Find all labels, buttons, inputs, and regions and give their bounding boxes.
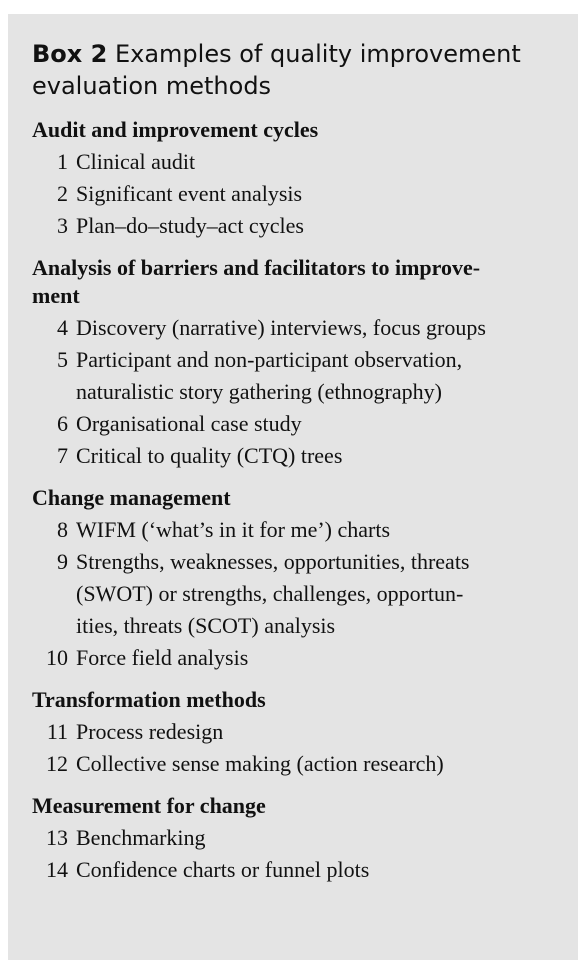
item-number: 14 bbox=[46, 857, 68, 882]
item-text: Confidence charts or funnel plots bbox=[76, 857, 370, 882]
box-title bbox=[32, 38, 558, 102]
item-text: Process redesign bbox=[76, 719, 224, 744]
list-item bbox=[32, 344, 558, 408]
item-text: Critical to quality (CTQ) trees bbox=[76, 443, 343, 468]
section-heading: Transformation methods bbox=[32, 687, 266, 712]
section bbox=[32, 116, 558, 242]
list-item bbox=[32, 854, 558, 886]
section-list bbox=[32, 116, 558, 886]
item-text: Clinical audit bbox=[76, 149, 196, 174]
item-number: 6 bbox=[57, 411, 68, 436]
box-2-panel bbox=[8, 14, 578, 960]
item-number: 12 bbox=[46, 751, 68, 776]
list-item bbox=[32, 408, 558, 440]
section bbox=[32, 484, 558, 674]
item-text: Force field analysis bbox=[76, 645, 249, 670]
box-title-text-line1: Examples of quality improvement bbox=[114, 40, 521, 68]
item-number: 8 bbox=[57, 517, 68, 542]
item-text: Participant and non-participant observation, naturalistic story gathering (ethnography) bbox=[76, 347, 463, 404]
list-item bbox=[32, 822, 558, 854]
list-item bbox=[32, 178, 558, 210]
item-number: 2 bbox=[57, 181, 68, 206]
item-text: Collective sense making (action research) bbox=[76, 751, 444, 776]
list-item bbox=[32, 146, 558, 178]
item-number: 4 bbox=[57, 315, 68, 340]
item-number: 13 bbox=[46, 825, 68, 850]
list-item bbox=[32, 716, 558, 748]
list-item bbox=[32, 642, 558, 674]
section bbox=[32, 792, 558, 886]
box-label: Box 2 bbox=[32, 40, 108, 68]
item-number: 11 bbox=[46, 719, 68, 744]
item-text: Significant event analysis bbox=[76, 181, 303, 206]
item-number: 7 bbox=[57, 443, 68, 468]
item-text: WIFM (‘what’s in it for me’) charts bbox=[76, 517, 391, 542]
section-heading: Measurement for change bbox=[32, 793, 266, 818]
list-item bbox=[32, 440, 558, 472]
item-text: Strengths, weaknesses, opportunities, threats (SWOT) or strengths, challenges, opportun- ities, threats (SCOT) analysis bbox=[76, 549, 470, 638]
item-text: Plan–do–study–act cycles bbox=[76, 213, 304, 238]
section bbox=[32, 254, 558, 472]
list-item bbox=[32, 312, 558, 344]
item-text: Benchmarking bbox=[76, 825, 206, 850]
section-heading: Audit and improvement cycles bbox=[32, 117, 319, 142]
list-item bbox=[32, 546, 558, 642]
item-text: Discovery (narrative) interviews, focus groups bbox=[76, 315, 486, 340]
item-number: 3 bbox=[57, 213, 68, 238]
box-title-text-line2: evaluation methods bbox=[32, 72, 272, 100]
item-number: 9 bbox=[57, 549, 68, 574]
list-item bbox=[32, 748, 558, 780]
section bbox=[32, 686, 558, 780]
item-text: Organisational case study bbox=[76, 411, 302, 436]
list-item bbox=[32, 210, 558, 242]
list-item bbox=[32, 514, 558, 546]
item-number: 1 bbox=[57, 149, 68, 174]
section-heading: Analysis of barriers and facilitators to improve- ment bbox=[32, 255, 481, 308]
item-number: 5 bbox=[57, 347, 68, 372]
section-heading: Change management bbox=[32, 485, 231, 510]
item-number: 10 bbox=[46, 645, 68, 670]
